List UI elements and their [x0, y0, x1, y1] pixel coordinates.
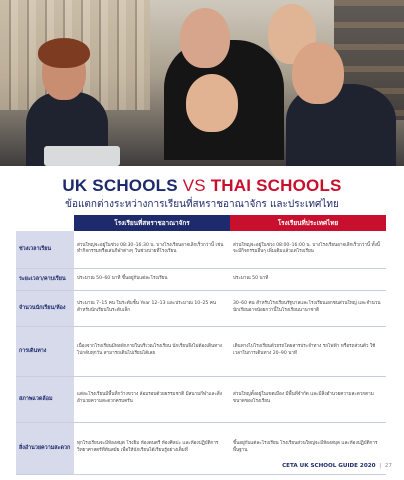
- comparison-table: [16, 215, 386, 475]
- footer-separator: |: [377, 463, 383, 469]
- uk-cell: ประมาณ 7–15 คน ในระดับชั้น Year 12–13 และประมาณ 10–25 คน สำหรับนักเรียนในระดับเล็ก: [74, 290, 230, 326]
- page-footer: [282, 463, 392, 469]
- hero-photo: [0, 0, 404, 166]
- uk-cell: ประมาณ 50–60 นาที ขึ้นอยู่กับแต่ละโรงเรียน: [74, 268, 230, 290]
- header-uk: โรงเรียนที่สหราชอาณาจักร: [74, 215, 230, 231]
- table-row: [16, 326, 386, 376]
- thai-cell: ขึ้นอยู่กับแต่ละโรงเรียน โรงเรียนส่วนใหญ่จะมีห้องสมุด และห้องปฏิบัติการพื้นฐาน: [230, 422, 386, 474]
- title-vs: VS: [182, 176, 206, 195]
- row-label: การเดินทาง: [16, 326, 74, 376]
- uk-cell: ทุกโรงเรียนจะมีห้องสมุด โรงยิม ห้องดนตรี ห้องศิลปะ และห้องปฏิบัติการวิทยาศาสตร์ที่ทันสมัย เพื่อให้นักเรียนได้เรียนรู้อย่างเต็มที่: [74, 422, 230, 474]
- header-thai: โรงเรียนที่ประเทศไทย: [230, 215, 386, 231]
- student-boy-right: [292, 42, 344, 104]
- student-hair: [38, 38, 90, 68]
- table-row: [16, 290, 386, 326]
- laptop: [44, 146, 120, 166]
- title-thai: THAI SCHOOLS: [210, 176, 342, 195]
- page-title: [0, 176, 404, 196]
- page-number: 27: [384, 463, 392, 469]
- row-label: ระยะเวลา/คาบเรียน: [16, 268, 74, 290]
- heading-block: [0, 176, 404, 212]
- thai-cell: ส่วนใหญ่จะอยู่ในช่วง 08:00–16:00 น. บางโรงเรียนอาจเลิกเร็วกว่านี้ ทั้งนี้จะมีกิจกรรมอื่นๆ เพิ่มเติมแล้วแต่โรงเรียน: [230, 231, 386, 268]
- table-header-row: [16, 215, 386, 231]
- thai-cell: ส่วนใหญ่ตั้งอยู่ในเขตเมือง มีพื้นที่จำกัด และมีสิ่งอำนวยความสะดวกตามขนาดของโรงเรียน: [230, 376, 386, 422]
- thai-cell: เดินทางไปโรงเรียนด้วยรถโดยสารประจำทาง รถไฟฟ้า หรือรถส่วนตัว ใช้เวลาในการเดินทาง 20–90 นาที: [230, 326, 386, 376]
- row-label: จำนวนนักเรียน/ห้อง: [16, 290, 74, 326]
- footer-guide: CETA UK SCHOOL GUIDE 2020: [282, 463, 376, 469]
- table-row: [16, 376, 386, 422]
- uk-cell: แต่ละโรงเรียนมีพื้นที่กว้างขวาง ล้อมรอบด้วยธรรมชาติ มีสนามกีฬาและสิ่งอำนวยความสะดวกครบครัน: [74, 376, 230, 422]
- uk-cell: เนื่องจากโรงเรียนมีหอพักภายในบริเวณโรงเรียน นักเรียนจึงไม่ต้องเดินทางไปกลับทุกวัน สามารถเดินไปเรียนได้เลย: [74, 326, 230, 376]
- page-subtitle: ข้อแตกต่างระหว่างการเรียนที่สหราชอาณาจักร และประเทศไทย: [65, 199, 339, 210]
- table-row: [16, 231, 386, 268]
- row-label: สภาพแวดล้อม: [16, 376, 74, 422]
- table-row: [16, 268, 386, 290]
- teacher: [180, 8, 230, 68]
- thai-cell: 30–60 คน สำหรับโรงเรียนรัฐบาลและโรงเรียนเอกชนส่วนใหญ่ และจำนวนนักเรียนอาจน้อยกว่านี้ในโรงเรียนนานาชาติ: [230, 290, 386, 326]
- student-boy-center: [186, 74, 238, 132]
- title-uk: UK SCHOOLS: [62, 176, 178, 195]
- row-label: ช่วงเวลาเรียน: [16, 231, 74, 268]
- thai-cell: ประมาณ 50 นาที: [230, 268, 386, 290]
- uk-cell: ส่วนใหญ่จะอยู่ในช่วง 08:30–16:30 น. บางโรงเรียนอาจเลิกเร็วกว่านี้ เช่น ทำกิจกรรมหรือเล่นกีฬาต่างๆ ในช่วงบ่ายที่โรงเรียน: [74, 231, 230, 268]
- header-blank: [16, 215, 74, 231]
- row-label: สิ่งอำนวยความสะดวก: [16, 422, 74, 474]
